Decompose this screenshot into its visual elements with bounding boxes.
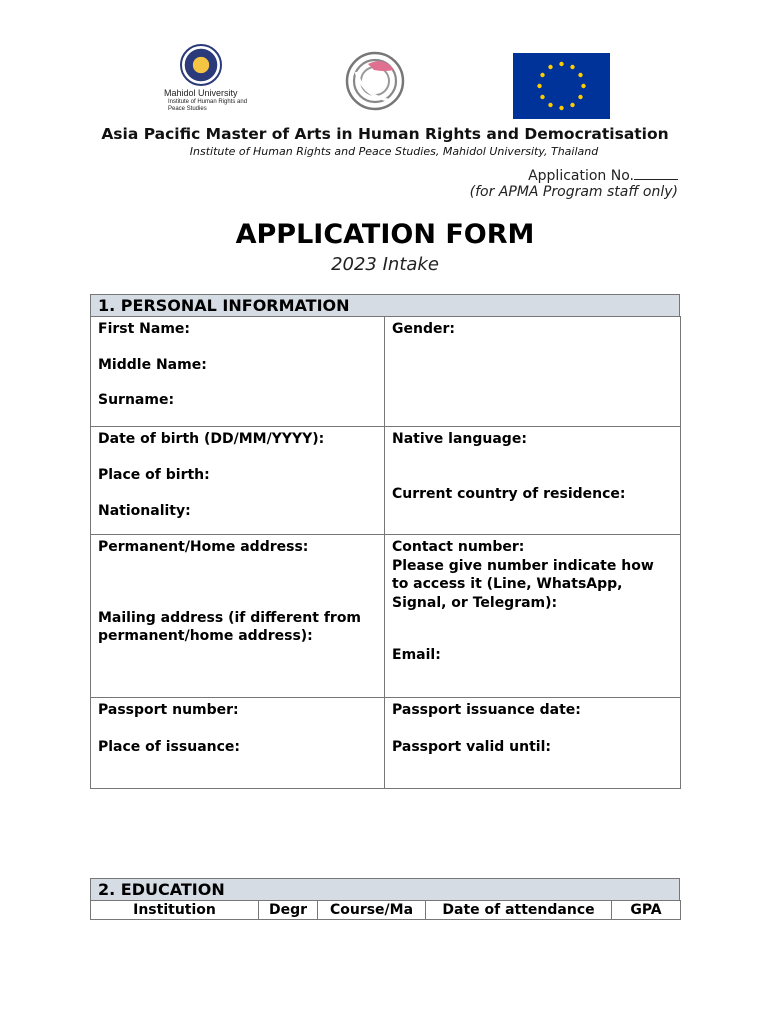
passport-number-label: Passport number: [98, 702, 239, 718]
birth-cell[interactable] [91, 427, 385, 535]
application-number-blank[interactable] [634, 166, 678, 180]
column-header-course: Course/Ma [318, 901, 426, 920]
education-header: 2. EDUCATION [90, 878, 680, 901]
contact-cell[interactable] [385, 535, 681, 698]
mahidol-university-logo [160, 44, 248, 116]
staff-note: (for APMA Program staff only) [469, 184, 678, 200]
gender-cell[interactable] [385, 317, 681, 427]
column-header-institution: Institution [91, 901, 259, 920]
table-row [91, 535, 681, 698]
table-row [91, 317, 681, 427]
place-of-issuance-label: Place of issuance: [98, 738, 240, 755]
institute-subtitle: Institute of Human Rights and Peace Studies, Mahidol University, Thailand [189, 145, 599, 158]
place-of-birth-label: Place of birth: [98, 466, 210, 483]
address-cell[interactable] [91, 535, 385, 698]
middle-name-label: Middle Name: [98, 356, 207, 373]
apma-swirl-logo-icon [344, 50, 406, 112]
personal-info-table [90, 316, 681, 789]
column-header-degree: Degr [259, 901, 318, 920]
passport-cell[interactable] [91, 698, 385, 789]
contact-number-label: Contact number: [392, 539, 525, 555]
first-name-label: First Name: [98, 321, 191, 337]
dob-label: Date of birth (DD/MM/YYYY): [98, 431, 325, 447]
native-language-label: Native language: [392, 431, 527, 447]
current-country-label: Current country of residence: [392, 485, 626, 502]
mailing-address-label: Mailing address (if different from permanent/home address): [98, 609, 362, 644]
education-table [90, 900, 681, 920]
permanent-address-label: Permanent/Home address: [98, 539, 309, 555]
application-number [528, 166, 678, 184]
table-row [91, 698, 681, 789]
passport-valid-until-label: Passport valid until: [392, 738, 551, 755]
form-title: APPLICATION FORM [235, 219, 535, 250]
language-cell[interactable] [385, 427, 681, 535]
nationality-label: Nationality: [98, 503, 191, 519]
table-row [91, 427, 681, 535]
mahidol-name: Mahidol University [164, 88, 238, 98]
mahidol-seal-icon [180, 44, 222, 86]
column-header-gpa: GPA [612, 901, 681, 920]
mahidol-institute: Institute of Human Rights and Peace Studies [168, 99, 248, 112]
gender-label: Gender: [392, 321, 455, 337]
personal-info-header: 1. PERSONAL INFORMATION [90, 294, 680, 317]
surname-label: Surname: [98, 392, 175, 408]
intake-year: 2023 Intake [331, 254, 439, 275]
table-header-row [91, 901, 681, 920]
column-header-date-of-attendance: Date of attendance [426, 901, 612, 920]
program-title: Asia Pacific Master of Arts in Human Rights and Democratisation [101, 125, 669, 143]
passport-dates-cell[interactable] [385, 698, 681, 789]
eu-flag-icon [513, 53, 610, 119]
application-number-label: Application No. [528, 168, 634, 184]
passport-issuance-date-label: Passport issuance date: [392, 702, 581, 718]
name-cell[interactable] [91, 317, 385, 427]
contact-hint: Please give number indicate how to access it (Line, WhatsApp, Signal, or Telegram): [392, 557, 654, 611]
email-label: Email: [392, 647, 441, 663]
